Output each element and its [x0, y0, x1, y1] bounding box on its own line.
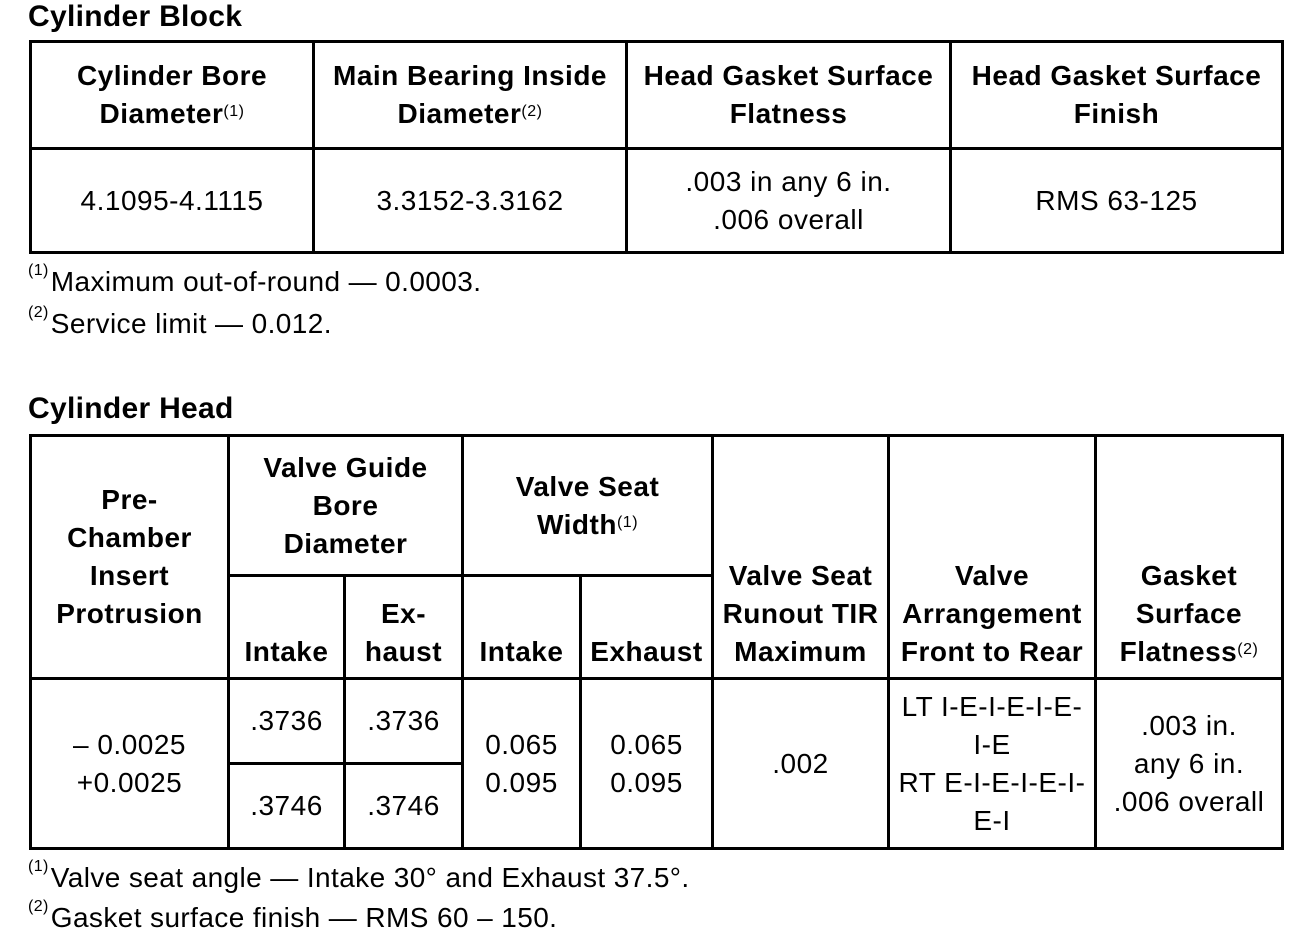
guide-intake-header: Intake — [229, 576, 345, 679]
head-gasket-flatness-header: Head Gasket Surface Flatness — [627, 42, 951, 149]
seat-intake-value: 0.065 0.095 — [463, 679, 581, 849]
footnote-mark: (2) — [521, 103, 543, 120]
head-footnote-2: $^{(2)}$Gasket surface finish — RMS 60 – 150. — [28, 898, 558, 933]
runout-value: .002 — [713, 679, 889, 849]
valve-guide-header: Valve Guide Bore Diameter — [229, 436, 463, 576]
guide-exhaust-value-2: .3746 — [345, 764, 463, 849]
bore-diameter-header: Cylinder Bore Diameter$^{(1)}$ — [31, 42, 314, 149]
block-footnote-1: $^{(1)}$Maximum out-of-round — 0.0003. — [28, 262, 482, 297]
gasket-flatness-value: .003 in. any 6 in. .006 overall — [1096, 679, 1283, 849]
footnote-mark: (2) — [1237, 641, 1259, 658]
guide-exhaust-value-1: .3736 — [345, 679, 463, 764]
bore-diameter-value: 4.1095-4.1115 — [31, 149, 314, 253]
prechamber-value: – 0.0025 +0.0025 — [31, 679, 229, 849]
cylinder-head-title: Cylinder Head — [28, 392, 234, 425]
head-footnote-1: $^{(1)}$Valve seat angle — Intake 30° and Exhaust 37.5°. — [28, 858, 690, 893]
head-gasket-finish-value: RMS 63-125 — [951, 149, 1283, 253]
valve-seat-runout-header: Valve Seat Runout TIR Maximum — [713, 436, 889, 679]
cylinder-block-title: Cylinder Block — [28, 0, 243, 33]
prechamber-header: Pre- Chamber Insert Protrusion — [31, 436, 229, 679]
cylinder-block-table — [29, 40, 1284, 254]
block-footnote-2: $^{(2)}$Service limit — 0.012. — [28, 304, 332, 339]
main-bearing-header: Main Bearing Inside Diameter$^{(2)}$ — [314, 42, 627, 149]
seat-exhaust-header: Exhaust — [581, 576, 713, 679]
head-gasket-flatness-value: .003 in any 6 in. .006 overall — [627, 149, 951, 253]
guide-intake-value-2: .3746 — [229, 764, 345, 849]
cylinder-head-table — [29, 434, 1284, 850]
head-gasket-finish-header: Head Gasket Surface Finish — [951, 42, 1283, 149]
guide-intake-value-1: .3736 — [229, 679, 345, 764]
seat-intake-header: Intake — [463, 576, 581, 679]
main-bearing-value: 3.3152-3.3162 — [314, 149, 627, 253]
footnote-mark: (1) — [616, 513, 639, 531]
valve-arrangement-value: LT I-E-I-E-I-E- I-E RT E-I-E-I-E-I- E-I — [889, 679, 1096, 849]
valve-arrangement-header: Valve Arrangement Front to Rear — [889, 436, 1096, 679]
seat-exhaust-value: 0.065 0.095 — [581, 679, 713, 849]
gasket-flatness-header: Gasket Surface Flatness$^{(2)}$ — [1096, 436, 1283, 679]
footnote-mark: (1) — [223, 103, 245, 120]
guide-exhaust-header: Ex- haust — [345, 576, 463, 679]
valve-seat-width-header: Valve Seat Width$^{(1)}$ — [463, 436, 713, 576]
